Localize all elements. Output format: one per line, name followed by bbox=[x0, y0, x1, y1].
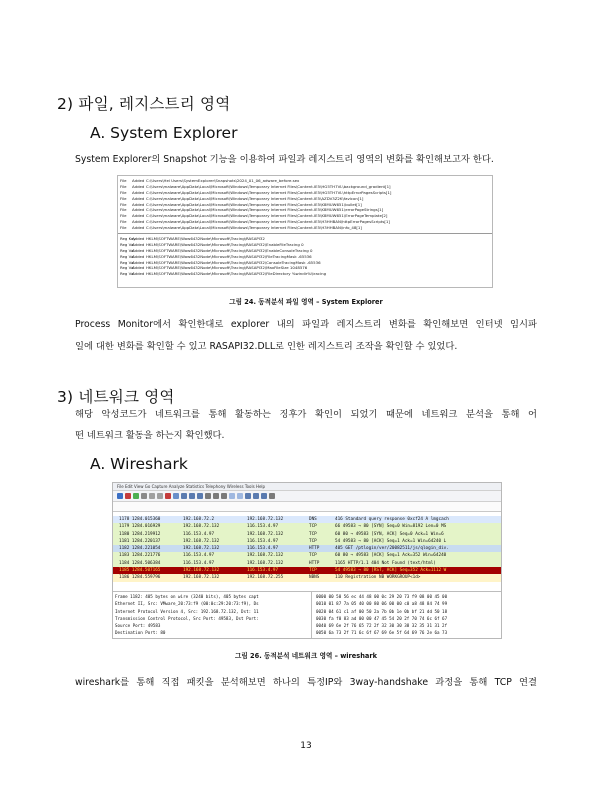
log-type: File bbox=[120, 178, 127, 183]
hex-line: 0030 fa f0 83 ad 00 00 47 45 54 20 2f 70 74 6c 6f 67 bbox=[316, 615, 448, 621]
detail-line[interactable]: Frame 1182: 405 bytes on wire (3240 bits), 405 bytes capt bbox=[115, 594, 259, 599]
packet-destination: 116.153.4.97 bbox=[247, 546, 279, 552]
packet-row[interactable] bbox=[113, 516, 501, 523]
detail-line[interactable] bbox=[115, 637, 311, 639]
log-type: File bbox=[120, 195, 127, 201]
log-type: Reg Val bbox=[120, 259, 135, 265]
colorize-icon bbox=[237, 493, 243, 499]
packet-protocol: TCP bbox=[309, 553, 317, 559]
log-path: C:\Users\malware\AppData\Local\Microsoft\Windows\Temporary Internet Files\Content.IE5\K8MUW651\errorPageStrings[1] bbox=[146, 207, 384, 213]
log-path: HKLM\SOFTWARE\Wow6432Node\Microsoft\Tracing\RASAPI32\EnableConsoleTracing 0 bbox=[146, 247, 313, 253]
detail-line[interactable]: Ethernet II, Src: VMware_20:73:f9 (00:0c:29:20:73:f9), Ds bbox=[115, 601, 259, 607]
packet-bytes-hex bbox=[312, 592, 501, 639]
log-path: C:\Users\malware\AppData\Local\Microsoft\Windows\Temporary Internet Files\Content.IE5\H3HHBAN\info_48[1] bbox=[146, 225, 362, 231]
packet-no-time: 1178 1284.015360 bbox=[119, 517, 161, 522]
packet-row[interactable] bbox=[113, 552, 501, 559]
log-action: Added bbox=[132, 265, 145, 271]
figure-caption-24: 그림 24. 동적분석 파일 영역 – System Explorer bbox=[229, 298, 383, 306]
display-filter-input[interactable] bbox=[113, 502, 501, 512]
log-path: C:\Users\malware\AppData\Local\Microsoft\Windows\Temporary Internet Files\Content.IE5\HG5TH7VL\httpErrorPagesScripts[1] bbox=[146, 189, 392, 195]
packet-row[interactable] bbox=[113, 574, 501, 581]
packet-protocol: NBNS bbox=[309, 575, 320, 581]
hex-line: 0050 6a 73 2f 71 6c 6f 67 69 6e 5f 64 69 76 2e 6a 73 bbox=[316, 630, 448, 636]
log-action: Added bbox=[132, 253, 145, 259]
packet-protocol: TCP bbox=[309, 524, 317, 530]
intro-paragraph: System Explorer의 Snapshot 기능을 이용하여 파일과 레지스트리 영역의 변화를 확인해보고자 한다. bbox=[75, 154, 494, 165]
log-action: Added bbox=[132, 207, 145, 213]
paragraph-network-line1: 해당 악성코드가 네트워크를 통해 활동하는 징후가 확인이 되었기 때문에 네트워크 분석을 통해 어 bbox=[75, 409, 537, 420]
log-type: Reg Val bbox=[120, 265, 135, 271]
log-type: File bbox=[120, 225, 127, 231]
packet-info: 110 Registration NB WORKGROUP<1d> bbox=[335, 575, 421, 581]
log-path: HKLM\SOFTWARE\Wow6432Node\Microsoft\Tracing\RASAPI32\FileTracingMask -65536 bbox=[146, 253, 312, 259]
log-type: File bbox=[120, 183, 127, 189]
log-type: Reg Val bbox=[120, 247, 135, 253]
log-action: Added bbox=[132, 189, 145, 195]
log-action: Added bbox=[132, 201, 145, 207]
log-type: File bbox=[120, 213, 127, 219]
packet-info: 405 GET /ptlogin/ver/20082511/js/qlogin_div. bbox=[335, 546, 449, 552]
log-action: Added bbox=[132, 219, 145, 225]
packet-destination: 192.168.72.255 bbox=[247, 575, 284, 581]
log-type: File bbox=[120, 201, 127, 207]
autoscroll-icon bbox=[229, 493, 235, 499]
wireshark-menu-bar: File Edit View Go Capture Analyze Statistics Telephony Wireless Tools Help bbox=[113, 483, 501, 491]
wireshark-toolbar bbox=[113, 491, 501, 502]
packet-source: 192.168.72.132 bbox=[183, 546, 220, 552]
paragraph-wireshark: wireshark를 통해 직접 패킷을 분석해보면 하나의 특정IP와 3way-handshake 과정을 통해 TCP 연결 bbox=[75, 677, 537, 688]
log-path: C:\Users\malware\AppData\Local\Microsoft\Windows\Temporary Internet Files\Content.IE5\H3HHBAN\httpErrorPagesScripts[1] bbox=[146, 219, 390, 225]
log-action: Added bbox=[132, 183, 145, 189]
log-registry-list bbox=[118, 236, 492, 277]
go-to-packet-icon bbox=[205, 493, 211, 499]
packet-destination: 192.168.72.132 bbox=[247, 560, 284, 566]
paragraph-network-line2: 떤 네트워크 활동을 하는지 확인했다. bbox=[75, 430, 225, 441]
restart-capture-icon bbox=[133, 493, 139, 499]
packet-protocol: TCP bbox=[309, 568, 317, 574]
packet-info: 54 49583 → 80 [ACK] Seq=1 Ack=1 Win=64240 L bbox=[335, 538, 447, 544]
hex-line: 0020 04 61 c1 af 00 50 2a 7b 0b 1e 0b bf 21 dd 50 18 bbox=[316, 608, 448, 614]
packet-destination: 192.168.72.132 bbox=[247, 517, 284, 522]
packet-source: 116.153.4.97 bbox=[183, 553, 215, 559]
start-capture-icon bbox=[117, 493, 123, 499]
close-file-icon bbox=[165, 493, 171, 499]
paragraph-process-monitor-line2: 일에 대한 변화를 확인할 수 있고 RASAPI32.DLL로 인한 레지스트리 조작을 확인할 수 있었다. bbox=[75, 341, 458, 352]
packet-no-time: 1182 1284.221054 bbox=[119, 546, 161, 552]
packet-info: 1165 HTTP/1.1 404 Not Found (text/html) bbox=[335, 560, 436, 566]
paragraph-process-monitor-line1: Process Monitor에서 확인한대로 explorer 내의 파일과 레지스트리 변화를 확인해보면 인터넷 임시파 bbox=[75, 319, 537, 330]
packet-destination: 192.168.72.132 bbox=[247, 553, 284, 559]
packet-row[interactable] bbox=[113, 545, 501, 552]
packet-info: 60 80 → 49583 [ACK] Seq=1 Ack=352 Win=64240 bbox=[335, 553, 447, 559]
packet-no-time: 1186 1284.559796 bbox=[119, 575, 161, 581]
packet-source: 116.153.4.97 bbox=[183, 531, 215, 537]
hex-line: 0010 01 87 7a 05 40 00 80 06 00 00 c0 a8 48 84 74 99 bbox=[316, 601, 448, 607]
log-path: HKLM\SOFTWARE\Wow6432Node\Microsoft\Tracing\RASAPI32\ConsoleTracingMask -65536 bbox=[146, 259, 321, 265]
log-row bbox=[118, 271, 492, 277]
packet-protocol: TCP bbox=[309, 538, 317, 544]
wireshark-screenshot bbox=[112, 482, 502, 639]
log-path: C:\Users\malware\AppData\Local\Microsoft\Windows\Temporary Internet Files\Content.IE5\HG5TH7VL\background_gradient[1] bbox=[146, 183, 391, 189]
log-path: C:\Users\malware\AppData\Local\Microsoft\Windows\Temporary Internet Files\Content.IE5\K8MUW651\bullet[1] bbox=[146, 201, 362, 207]
packet-list bbox=[113, 512, 501, 592]
packet-detail-panes bbox=[113, 592, 501, 639]
normal-size-icon bbox=[261, 493, 267, 499]
hex-line bbox=[316, 637, 501, 639]
packet-source: 192.168.72.132 bbox=[183, 568, 220, 574]
packet-no-time: 1185 1284.507165 bbox=[119, 568, 161, 574]
detail-line[interactable]: Internet Protocol Version 4, Src: 192.168.72.132, Dst: 11 bbox=[115, 608, 259, 614]
find-packet-icon bbox=[181, 493, 187, 499]
go-back-icon bbox=[189, 493, 195, 499]
log-path: C:\Users\Hel Users\SystemExplorer\Snapshots\2024_01_06_adware_before.sex bbox=[146, 178, 300, 183]
page-number: 13 bbox=[300, 741, 312, 751]
log-path: HKLM\SOFTWARE\Wow6432Node\Microsoft\Tracing\RASAPI32\MaxFileSize 1048576 bbox=[146, 265, 308, 271]
packet-protocol: HTTP bbox=[309, 560, 320, 566]
packet-protocol: TCP bbox=[309, 531, 317, 537]
log-path: C:\Users\malware\AppData\Local\Microsoft\Windows\Temporary Internet Files\Content.IE5\K8MUW651\ErrorPageTemplate[2] bbox=[146, 213, 388, 219]
log-type: File bbox=[120, 219, 127, 225]
zoom-out-icon bbox=[253, 493, 259, 499]
subheading-system-explorer: A. System Explorer bbox=[90, 124, 238, 142]
packet-row[interactable] bbox=[113, 567, 501, 574]
packet-destination: 116.153.4.97 bbox=[247, 568, 279, 574]
log-type: Reg Val bbox=[120, 241, 135, 247]
log-action: Added bbox=[132, 259, 145, 265]
log-type: Reg Val bbox=[120, 271, 135, 277]
packet-protocol: DNS bbox=[309, 517, 317, 522]
packet-source: 192.168.72.132 bbox=[183, 538, 220, 544]
section-heading-network: 3) 네트워크 영역 bbox=[57, 388, 175, 406]
hex-line: 0000 00 50 56 ec 44 48 00 0c 29 20 73 f9 08 00 45 00 bbox=[316, 594, 448, 599]
last-packet-icon bbox=[221, 493, 227, 499]
log-action: Added bbox=[132, 213, 145, 219]
packet-info: 66 49583 → 80 [SYN] Seq=0 Win=8192 Len=0 MS bbox=[335, 524, 447, 530]
detail-line[interactable]: Source Port: 49583 bbox=[115, 623, 161, 629]
section-heading-files-registry: 2) 파일, 레지스트리 영역 bbox=[57, 95, 231, 113]
packet-row[interactable] bbox=[113, 531, 501, 538]
log-divider bbox=[118, 233, 492, 234]
packet-destination: 116.153.4.97 bbox=[247, 538, 279, 544]
packet-protocol: HTTP bbox=[309, 546, 320, 552]
log-type: Reg Key bbox=[120, 236, 136, 242]
detail-line[interactable]: Destination Port: 80 bbox=[115, 630, 166, 636]
zoom-in-icon bbox=[245, 493, 251, 499]
log-path: HKLM\SOFTWARE\Wow6432Node\Microsoft\Tracing\RASAPI32 bbox=[146, 236, 265, 242]
log-file-list bbox=[118, 178, 492, 231]
log-action: Added bbox=[132, 225, 145, 231]
packet-info: 416 Standard query response 0xcf24 A lmgcach bbox=[335, 517, 449, 522]
log-action: Added bbox=[132, 195, 145, 201]
packet-info: 60 80 → 49583 [SYN, ACK] Seq=0 Ack=1 Win=6 bbox=[335, 531, 444, 537]
resize-columns-icon bbox=[269, 493, 275, 499]
packet-source: 192.168.72.2 bbox=[183, 517, 215, 522]
options-icon bbox=[141, 493, 147, 499]
hex-line: 0040 69 6e 2f 76 65 72 2f 32 30 30 38 32 35 31 31 2f bbox=[316, 623, 448, 629]
reload-icon bbox=[173, 493, 179, 499]
log-type: File bbox=[120, 189, 127, 195]
packet-no-time: 1180 1284.219912 bbox=[119, 531, 161, 537]
packet-source: 192.168.72.132 bbox=[183, 524, 220, 530]
packet-row[interactable] bbox=[113, 560, 501, 567]
log-row bbox=[118, 225, 492, 231]
log-type: File bbox=[120, 207, 127, 213]
log-action: Added bbox=[132, 271, 145, 277]
packet-no-time: 1184 1284.506384 bbox=[119, 560, 161, 566]
log-action: Added bbox=[132, 241, 145, 247]
packet-details-tree bbox=[113, 592, 312, 639]
figure-caption-26: 그림 26. 동적분석 네트워크 영역 – wireshark bbox=[235, 652, 377, 660]
first-packet-icon bbox=[213, 493, 219, 499]
packet-no-time: 1179 1284.016929 bbox=[119, 524, 161, 530]
stop-capture-icon bbox=[125, 493, 131, 499]
go-forward-icon bbox=[197, 493, 203, 499]
log-action: Added bbox=[132, 236, 145, 242]
log-path: HKLM\SOFTWARE\Wow6432Node\Microsoft\Tracing\RASAPI32\EnableFileTracing 0 bbox=[146, 241, 304, 247]
open-file-icon bbox=[149, 493, 155, 499]
system-explorer-screenshot bbox=[117, 175, 493, 288]
packet-source: 116.153.4.97 bbox=[183, 560, 215, 566]
subheading-wireshark: A. Wireshark bbox=[90, 455, 188, 473]
log-path: HKLM\SOFTWARE\Wow6432Node\Microsoft\Tracing\RASAPI32\FileDirectory %windir%\tracing bbox=[146, 271, 327, 277]
packet-no-time: 1183 1284.221776 bbox=[119, 553, 161, 559]
packet-row[interactable] bbox=[113, 523, 501, 530]
save-file-icon bbox=[157, 493, 163, 499]
log-path: C:\Users\malware\AppData\Local\Microsoft\Windows\Temporary Internet Files\Content.IE5\AZDV3Z2K\favicon[1] bbox=[146, 195, 364, 201]
packet-row[interactable] bbox=[113, 538, 501, 545]
log-type: Reg Val bbox=[120, 253, 135, 259]
packet-source: 192.168.72.132 bbox=[183, 575, 220, 581]
packet-destination: 116.153.4.97 bbox=[247, 524, 279, 530]
log-action: Added bbox=[132, 178, 145, 183]
packet-destination: 192.168.72.132 bbox=[247, 531, 284, 537]
detail-line[interactable]: Transmission Control Protocol, Src Port: 49583, Dst Port: bbox=[115, 615, 259, 621]
packet-no-time: 1181 1284.220137 bbox=[119, 538, 161, 544]
packet-info: 54 49583 → 80 [RST, ACK] Seq=352 Ack=1112 W bbox=[335, 568, 447, 574]
log-action: Added bbox=[132, 247, 145, 253]
